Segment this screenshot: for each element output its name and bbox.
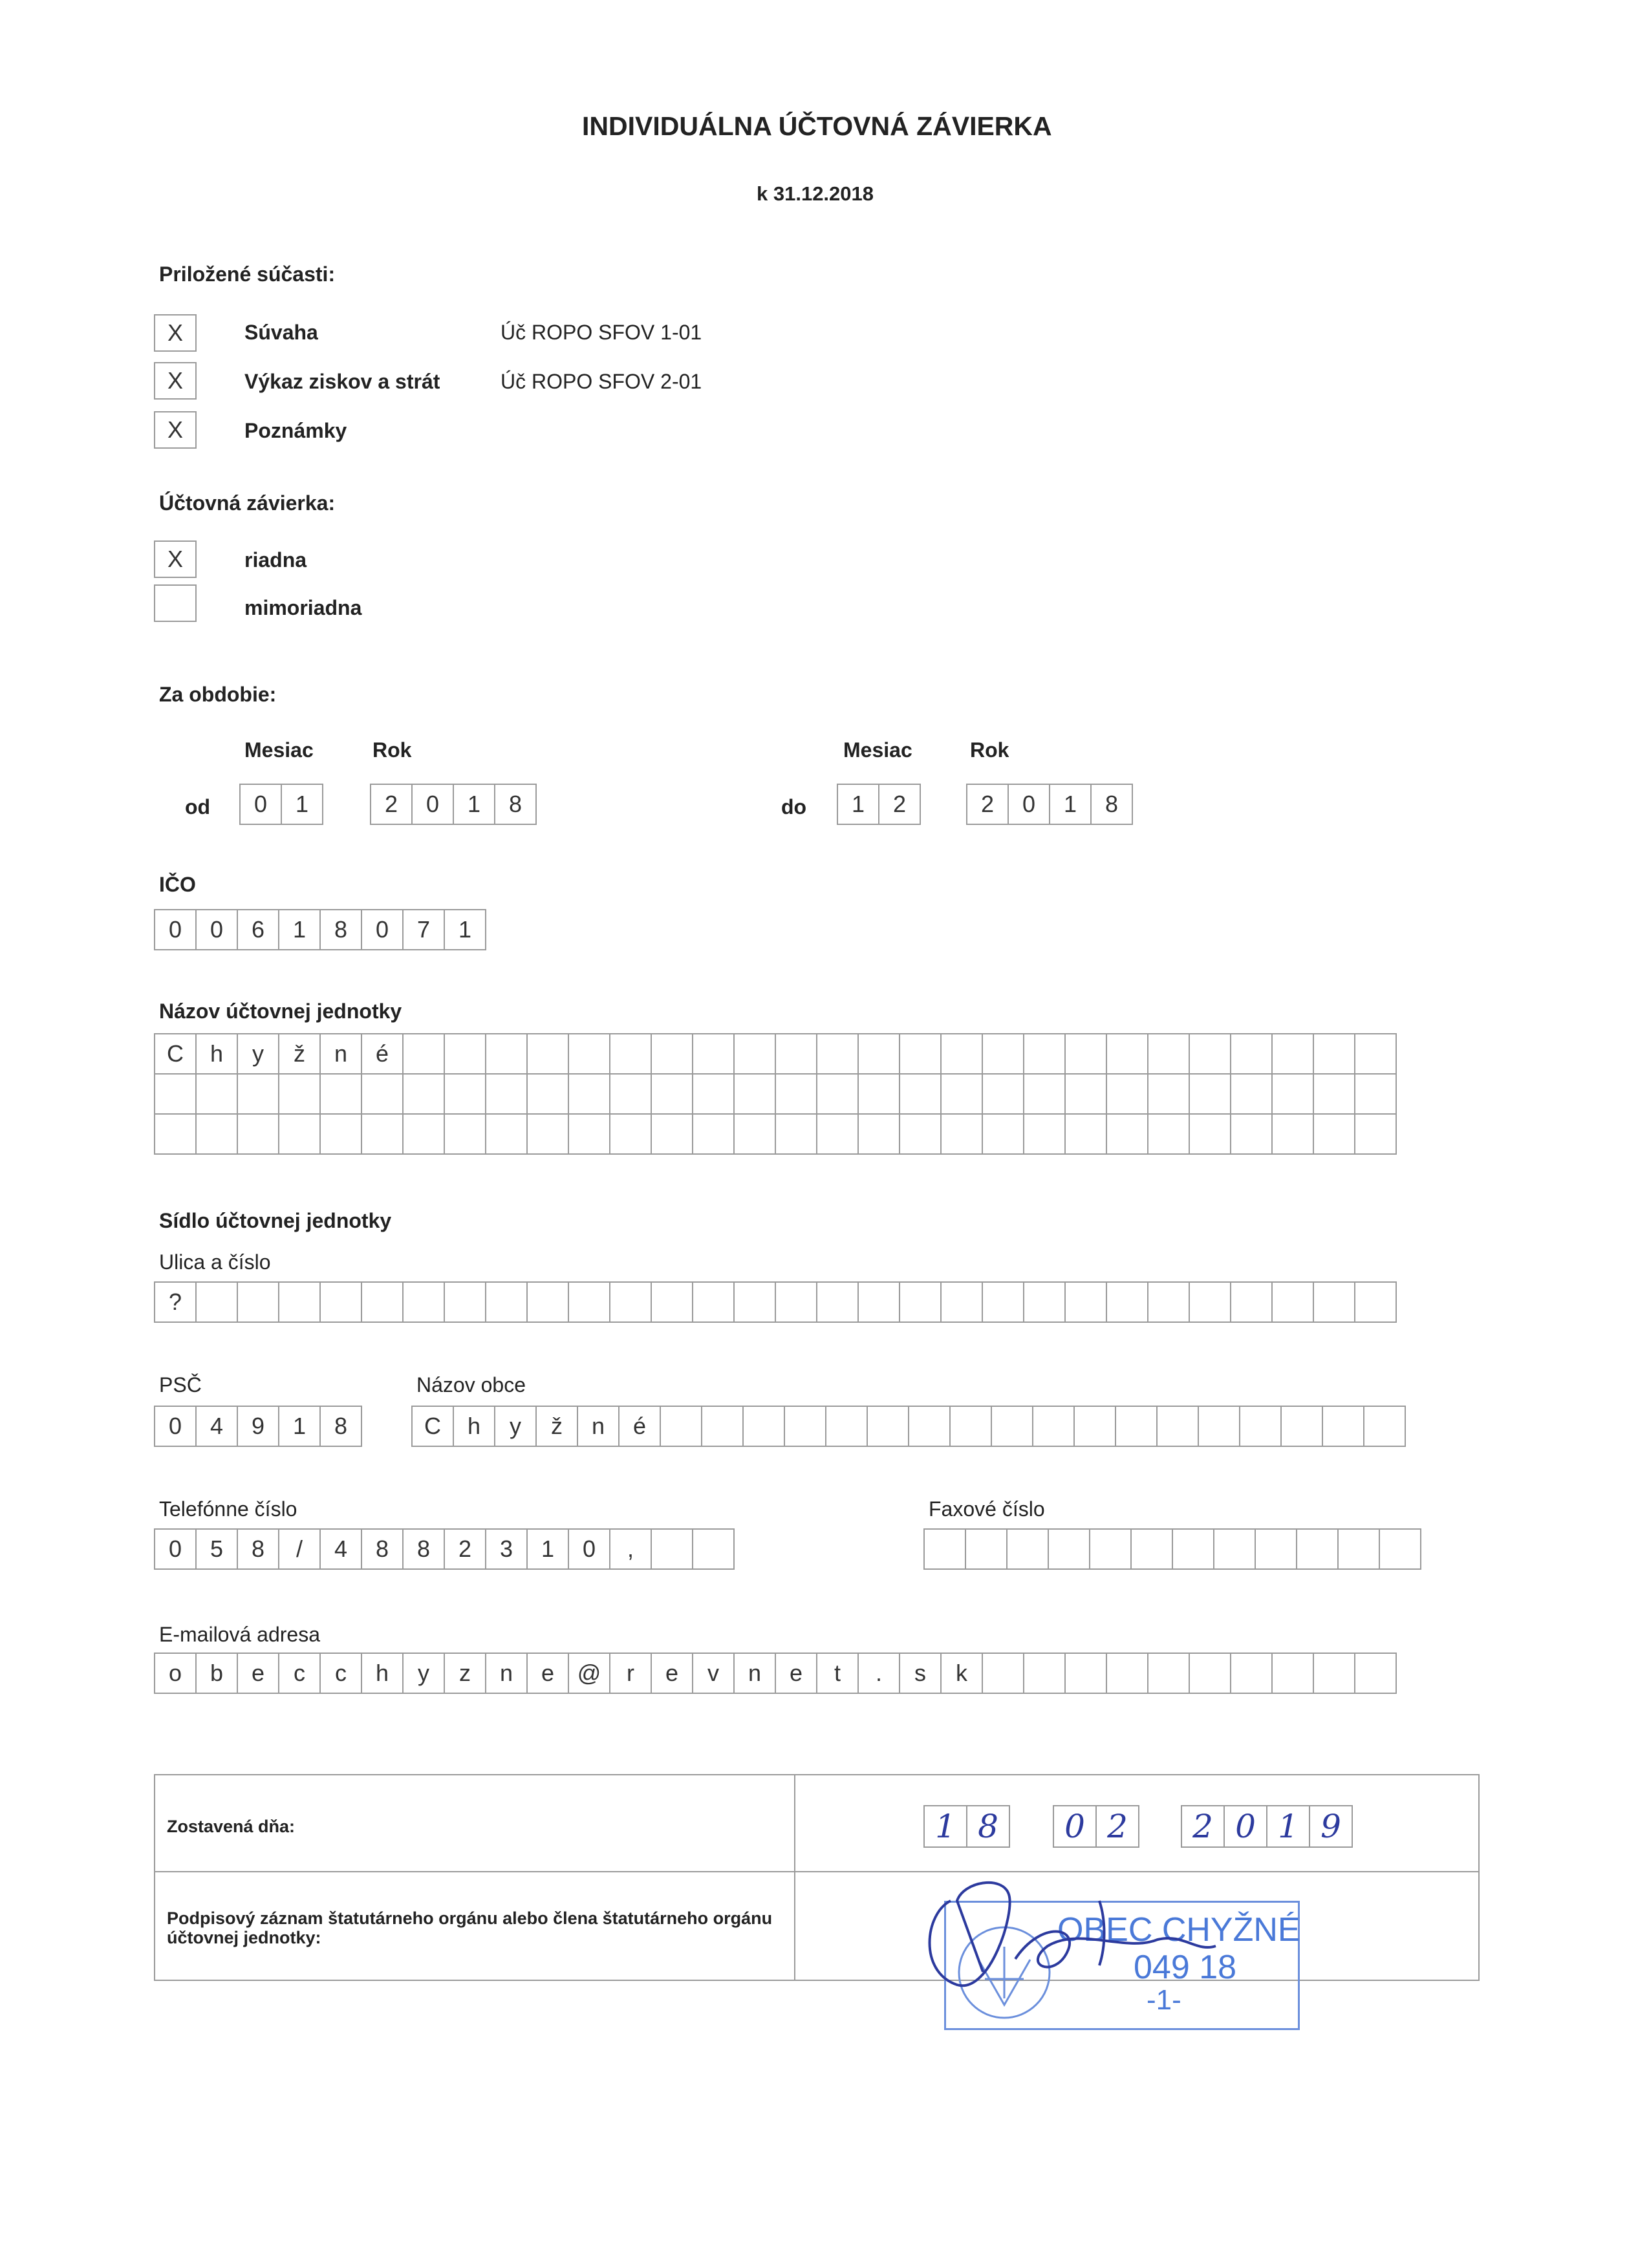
email-char: @ [569,1653,610,1694]
statement-type-heading: Účtovná závierka: [159,491,336,515]
from-year-digit: 8 [495,784,537,825]
to-month-field[interactable] [837,784,921,825]
entity-name-char: é [362,1033,404,1075]
psc-char: 0 [155,1406,197,1447]
attachment-label-income: Výkaz ziskov a strát [244,370,440,393]
attachments-heading: Priložené súčasti: [159,262,336,286]
signature-label: Podpisový záznam štatutárneho orgánu alebo člena štatutárneho orgánu účtovnej jednotky: [167,1909,773,1947]
email-char: n [486,1653,528,1694]
to-year-digit: 1 [1050,784,1092,825]
page-title: INDIVIDUÁLNA ÚČTOVNÁ ZÁVIERKA [582,111,1052,141]
email-label: E-mailová adresa [159,1623,320,1646]
city-char: é [620,1406,661,1447]
entity-name-label: Názov účtovnej jednotky [159,1000,402,1023]
footer-divider [154,1871,1480,1872]
compiled-month-digit: 2 [1097,1805,1139,1848]
ico-digit: 7 [404,909,445,950]
ico-digit: 0 [362,909,404,950]
email-char: h [362,1653,404,1694]
email-char: n [735,1653,776,1694]
attachment-label-notes: Poznámky [244,419,347,442]
phone-char: 4 [321,1528,362,1570]
ico-digit: 6 [238,909,279,950]
phone-char: 8 [238,1528,279,1570]
entity-name-char: C [155,1033,197,1075]
ico-digit: 1 [279,909,321,950]
compiled-day-digit: 1 [925,1805,967,1848]
city-char: y [495,1406,537,1447]
phone-char: 0 [569,1528,610,1570]
to-year-digit: 8 [1092,784,1133,825]
compiled-year-digit: 2 [1182,1805,1225,1848]
phone-char: 8 [404,1528,445,1570]
email-char: r [610,1653,652,1694]
entity-name-field-row-3[interactable] [154,1113,1397,1155]
address-heading: Sídlo účtovnej jednotky [159,1209,392,1232]
phone-field[interactable] [154,1528,735,1570]
fax-field[interactable] [923,1528,1421,1570]
entity-name-field-row-1[interactable] [154,1033,1397,1075]
street-field[interactable] [154,1281,1397,1323]
phone-char: , [610,1528,652,1570]
street-char: ? [155,1281,197,1323]
to-month-digit: 1 [838,784,879,825]
statement-label-regular: riadna [244,548,307,572]
attachment-checkbox-balance[interactable]: X [154,314,197,352]
street-label: Ulica a číslo [159,1250,271,1274]
entity-name-char: h [197,1033,238,1075]
city-char: h [454,1406,495,1447]
stamp-number: -1- [1147,1984,1181,2016]
compiled-year-digit: 9 [1310,1805,1353,1848]
ico-field[interactable] [154,909,486,950]
statement-label-extraordinary: mimoriadna [244,596,362,619]
city-label: Názov obce [416,1373,526,1396]
to-month-label: Mesiac [843,738,912,762]
email-char: . [859,1653,900,1694]
email-char: e [238,1653,279,1694]
psc-char: 8 [321,1406,362,1447]
from-year-digit: 1 [454,784,495,825]
entity-name-field-row-2[interactable] [154,1073,1397,1115]
email-char: t [817,1653,859,1694]
email-char: s [900,1653,942,1694]
stamp-municipality: OBEC CHYŽNÉ [1057,1911,1300,1949]
from-month-digit: 0 [241,784,282,825]
psc-char: 9 [238,1406,279,1447]
phone-char: 3 [486,1528,528,1570]
attachment-checkbox-notes[interactable]: X [154,411,197,449]
phone-char: / [279,1528,321,1570]
email-char: b [197,1653,238,1694]
to-year-digit: 2 [967,784,1009,825]
city-char: ž [537,1406,578,1447]
email-char: c [279,1653,321,1694]
psc-field[interactable] [154,1406,362,1447]
phone-char: 2 [445,1528,486,1570]
entity-name-char: n [321,1033,362,1075]
to-year-field[interactable] [966,784,1133,825]
email-char: e [652,1653,693,1694]
compiled-year-digit: 1 [1267,1805,1310,1848]
email-char: k [942,1653,983,1694]
ico-digit: 8 [321,909,362,950]
attachment-code-balance: Úč ROPO SFOV 1-01 [501,321,702,344]
email-field[interactable] [154,1653,1397,1694]
to-month-digit: 2 [879,784,921,825]
to-label: do [781,795,807,818]
ico-label: IČO [159,873,196,896]
phone-char: 0 [155,1528,197,1570]
phone-char: 5 [197,1528,238,1570]
from-month-field[interactable] [239,784,323,825]
fax-label: Faxové číslo [929,1497,1045,1521]
attachment-code-income: Úč ROPO SFOV 2-01 [501,370,702,393]
entity-name-char: y [238,1033,279,1075]
psc-char: 1 [279,1406,321,1447]
attachment-label-balance: Súvaha [244,321,318,344]
email-char: z [445,1653,486,1694]
from-year-digit: 0 [413,784,454,825]
from-label: od [185,795,211,818]
psc-label: PSČ [159,1373,202,1396]
email-char: e [528,1653,569,1694]
city-char: n [578,1406,620,1447]
footer-column-divider [794,1774,795,1981]
from-year-digit: 2 [371,784,413,825]
compiled-month-field[interactable] [1053,1805,1139,1848]
phone-char: 1 [528,1528,569,1570]
ico-digit: 1 [445,909,486,950]
to-year-label: Rok [970,738,1009,762]
statement-checkbox-regular[interactable]: X [154,540,197,578]
compiled-label: Zostavená dňa: [167,1817,296,1836]
from-year-label: Rok [372,738,412,762]
email-char: y [404,1653,445,1694]
ico-digit: 0 [155,909,197,950]
from-month-label: Mesiac [244,738,314,762]
compiled-day-digit: 8 [967,1805,1010,1848]
to-year-digit: 0 [1009,784,1050,825]
compiled-year-digit: 0 [1225,1805,1267,1848]
compiled-month-digit: 0 [1054,1805,1097,1848]
email-char: c [321,1653,362,1694]
compiled-day-field[interactable] [923,1805,1010,1848]
stamp-postcode: 049 18 [1134,1949,1237,1986]
city-field[interactable] [411,1406,1406,1447]
email-char: e [776,1653,817,1694]
statement-checkbox-extraordinary[interactable] [154,584,197,622]
email-char: v [693,1653,735,1694]
ico-digit: 0 [197,909,238,950]
phone-label: Telefónne číslo [159,1497,297,1521]
report-date: k 31.12.2018 [757,182,874,205]
handwritten-signature [912,1875,1313,2017]
email-char: o [155,1653,197,1694]
psc-char: 4 [197,1406,238,1447]
attachment-checkbox-income[interactable]: X [154,362,197,400]
phone-char: 8 [362,1528,404,1570]
from-year-field[interactable] [370,784,537,825]
period-heading: Za obdobie: [159,683,277,706]
entity-name-char: ž [279,1033,321,1075]
city-char: C [413,1406,454,1447]
from-month-digit: 1 [282,784,323,825]
compiled-year-field[interactable] [1181,1805,1353,1848]
